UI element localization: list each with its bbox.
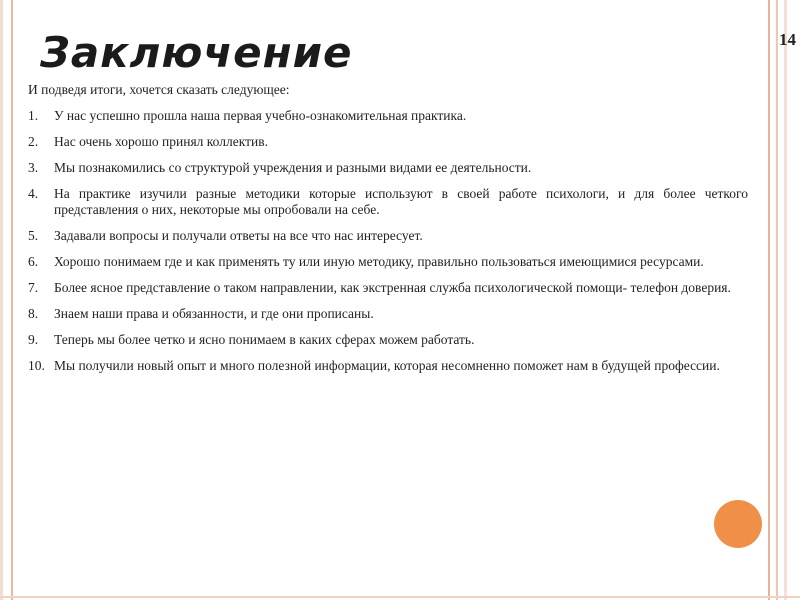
right-border-stripe (768, 0, 770, 600)
list-item (28, 306, 748, 322)
conclusion-list (28, 108, 748, 384)
item-text: Задавали вопросы и получали ответы на все что нас интересует. (54, 228, 423, 243)
list-item (28, 254, 748, 270)
slide-title: Заключение (40, 28, 353, 77)
item-number: 6. (28, 254, 39, 269)
list-item (28, 186, 748, 218)
item-text: Знаем наши права и обязанности, и где они прописаны. (54, 306, 374, 321)
left-border-outer (0, 0, 3, 600)
item-text: Мы познакомились со структурой учреждения и разными видами ее деятельности. (54, 160, 532, 175)
item-number: 9. (28, 332, 39, 347)
item-number: 8. (28, 306, 39, 321)
left-border-inner (11, 0, 13, 600)
list-item (28, 358, 748, 374)
item-text: Более ясное представление о таком направлении, как экстренная служба психологической помощи- телефон доверия. (54, 280, 731, 295)
item-text: Нас очень хорошо принял коллектив. (54, 134, 268, 149)
decorative-circle (714, 500, 762, 548)
item-number: 2. (28, 134, 39, 149)
item-number: 5. (28, 228, 39, 243)
item-text: У нас успешно прошла наша первая учебно-ознакомительная практика. (54, 108, 467, 123)
list-item (28, 160, 748, 176)
intro-text: И подведя итоги, хочется сказать следующее: (28, 82, 290, 97)
item-number: 7. (28, 280, 39, 295)
right-border-stripe (776, 0, 778, 600)
list-item (28, 228, 748, 244)
list-item (28, 332, 748, 348)
item-text: Мы получили новый опыт и много полезной информации, которая несомненно поможет нам в будущей профессии. (54, 358, 720, 373)
item-text: Теперь мы более четко и ясно понимаем в каких сферах можем работать. (54, 332, 475, 347)
item-number: 10. (28, 358, 45, 373)
slide-number: 14 (779, 30, 796, 49)
list-item (28, 108, 748, 124)
item-number: 1. (28, 108, 39, 123)
item-number: 3. (28, 160, 39, 175)
right-border-stripe (784, 0, 787, 600)
list-item (28, 280, 748, 296)
item-number: 4. (28, 186, 39, 201)
list-item (28, 134, 748, 150)
item-text: На практике изучили разные методики которые используют в своей работе психологи, и для более четкого представления о них, некоторые мы опробовали на себе. (54, 186, 748, 217)
bottom-border (0, 596, 800, 598)
item-text: Хорошо понимаем где и как применять ту или иную методику, правильно пользоваться имеющимися ресурсами. (54, 254, 704, 269)
